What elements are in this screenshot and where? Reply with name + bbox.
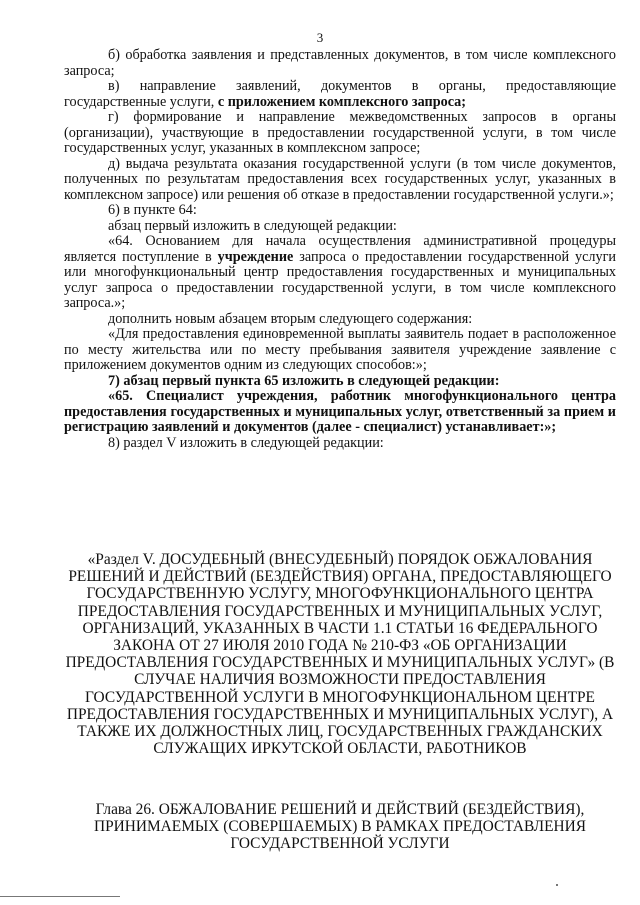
chapter-heading: Глава 26. ОБЖАЛОВАНИЕ РЕШЕНИЙ И ДЕЙСТВИЙ (БЕЗДЕЙСТВИЯ), ПРИНИМАЕМЫХ (СОВЕРШАЕМЫХ) В РАМКАХ ПРЕДОСТАВЛЕНИЯ ГОСУДАРСТВЕННОЙ УСЛУГИ (93, 801, 586, 853)
paragraph-64-end: запроса о предоставлении государственной услуги или многофункциональный центр предоставления государственных и муниципальных услуг запроса о предоставлении государственной услуги, в том числе комплексного запроса.»; (64, 248, 616, 311)
paragraph-v-text: в) направление заявлений, документов в органы, предоставляющие государственные услуги, (64, 78, 616, 110)
section-heading: «Раздел V. ДОСУДЕБНЫЙ (ВНЕСУДЕБНЫЙ) ПОРЯДОК ОБЖАЛОВАНИЯ РЕШЕНИЙ И ДЕЙСТВИЙ (БЕЗДЕЙСТВИЯ) ОРГАНА, ПРЕДОСТАВЛЯЮЩЕГО ГОСУДАРСТВЕННУЮ УСЛУГУ, МНОГОФУНКЦИОНАЛЬНОГО ЦЕНТРА ПРЕДОСТАВЛЕНИЯ ГОСУДАРСТВЕННЫХ И МУНИЦИПАЛЬНЫХ УСЛУГ, ОРГАНИЗАЦИЙ, УКАЗАННЫХ В ЧАСТИ 1.1 СТАТЬИ 16 ФЕДЕРАЛЬНОГО ЗАКОНА ОТ 27 ИЮЛЯ 2010 ГОДА № 210-ФЗ «ОБ ОРГАНИЗАЦИИ ПРЕДОСТАВЛЕНИЯ ГОСУДАРСТВЕННЫХ И МУНИЦИПАЛЬНЫХ УСЛУГ» (В СЛУЧАЕ НАЛИЧИЯ ВОЗМОЖНОСТИ ПРЕДОСТАВЛЕНИЯ ГОСУДАРСТВЕННОЙ УСЛУГИ В МНОГОФУНКЦИОНАЛЬНОМ ЦЕНТРЕ ПРЕДОСТАВЛЕНИЯ ГОСУДАРСТВЕННЫХ И МУНИЦИПАЛЬНЫХ УСЛУГ), А ТАКЖЕ ИХ ДОЛЖНОСТНЫХ ЛИЦ, ГОСУДАРСТВЕННЫХ ГРАЖДАНСКИХ СЛУЖАЩИХ ИРКУТСКОЙ ОБЛАСТИ, РАБОТНИКОВ (65, 551, 615, 758)
paragraph-64-bold: учреждение (217, 248, 294, 265)
paragraph-item-8: 8) раздел V изложить в следующей редакции: (108, 434, 384, 451)
paragraph-v-bold: с приложением комплексного запроса; (217, 93, 466, 110)
paragraph-item-6: 6) в пункте 64: (108, 202, 197, 218)
paragraph-65: «65. Специалист учреждения, работник многофункционального центра предоставления государственных и муниципальных услуг, ответственный за прием и регистрацию заявлений и документов (далее - специалист) устанавливает:»; (64, 388, 616, 435)
paragraph-64 (64, 234, 616, 312)
paragraph-g: г) формирование и направление межведомственных запросов в органы (организации), участвующие в предоставлении государственной услуги, в том числе государственных услуг, указанных в комплексном запросе; (64, 109, 616, 156)
paragraph-64-start: «64. Основанием для начала осуществления административной процедуры является поступление в (64, 233, 616, 265)
paragraph-payment: «Для предоставления единовременной выплаты заявитель подает в расположенное по месту жительства или по месту пребывания заявителя учреждение заявление с приложением документов одним из следующих способов:»; (64, 326, 616, 373)
paragraph-item-7: 7) абзац первый пункта 65 изложить в следующей редакции: (108, 372, 500, 389)
paragraph-v (64, 79, 616, 110)
paragraph-d: д) выдача результата оказания государственной услуги (в том числе документов, полученных по результатам предоставления всех государственных услуг, указанных в комплексном запросе) или решения об отказе в предоставлении государственной услуги.»; (64, 155, 616, 203)
paragraph-first-abzac: абзац первый изложить в следующей редакции: (108, 217, 397, 234)
paragraph-b: б) обработка заявления и представленных документов, в том числе комплексного запроса; (64, 47, 616, 79)
page-number: 3 (316, 30, 324, 45)
footer-divider (0, 896, 120, 897)
paragraph-add-second: дополнить новым абзацем вторым следующего содержания: (108, 310, 473, 327)
document-body (64, 48, 616, 451)
footer-mark (556, 884, 558, 886)
